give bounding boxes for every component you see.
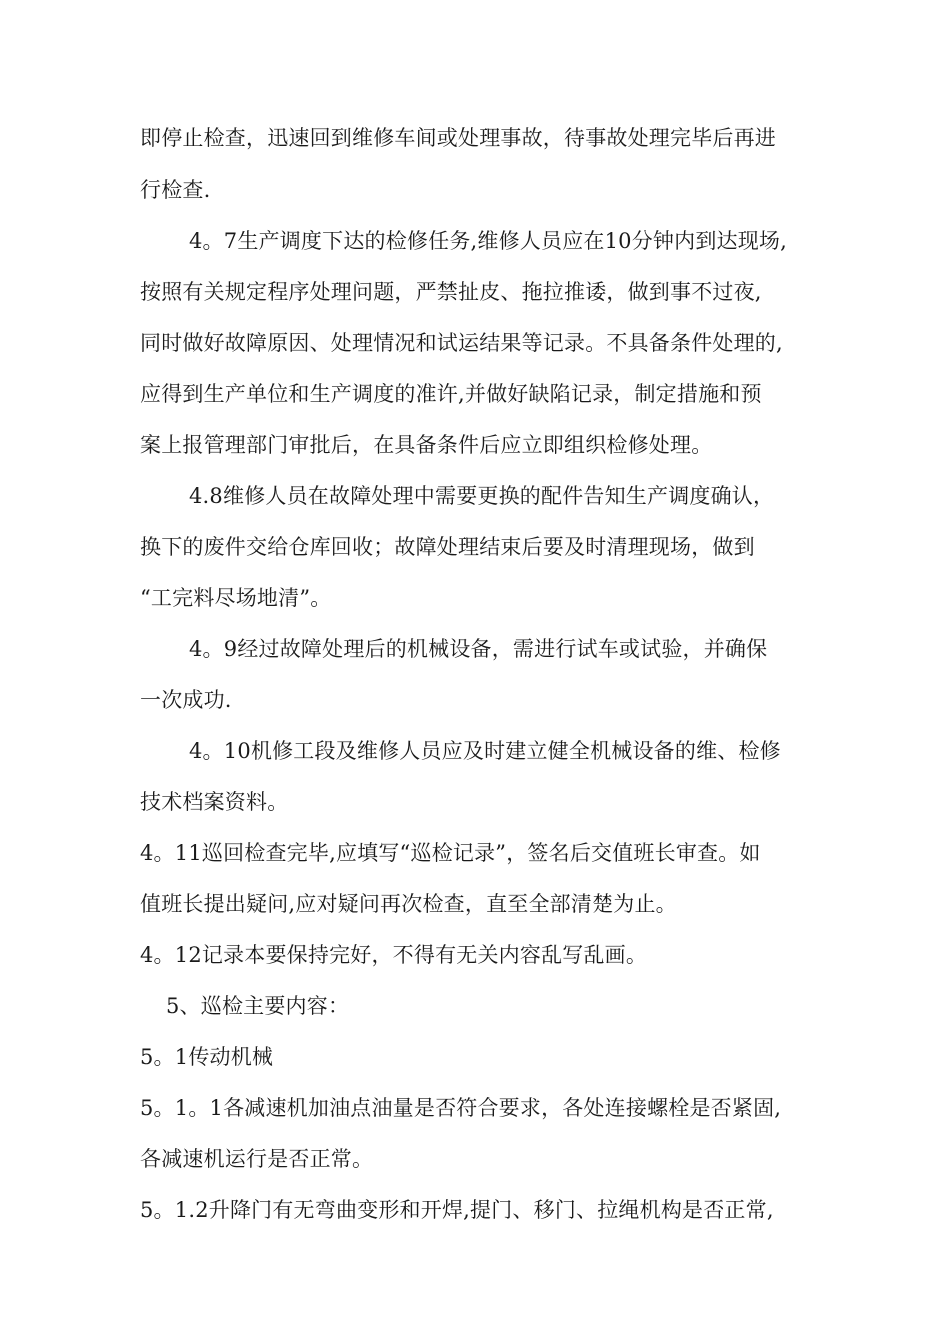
text-line-11: 4。9经过故障处理后的机械设备，需进行试车或试验，并确保	[189, 637, 768, 661]
text-line-3: 4。7生产调度下达的检修任务,维修人员应在10分钟内到达现场,	[189, 229, 787, 253]
text-line-19: 5。1传动机械	[140, 1045, 274, 1069]
text-line-20: 5。1。1各减速机加油点油量是否符合要求，各处连接螺栓是否紧固,	[140, 1096, 782, 1120]
text-line-21: 各减速机运行是否正常。	[140, 1147, 374, 1171]
text-line-18: 5、巡检主要内容：	[166, 994, 350, 1018]
text-line-9: 换下的废件交给仓库回收；故障处理结束后要及时清理现场，做到	[140, 535, 755, 559]
text-line-8: 4.8维修人员在故障处理中需要更换的配件告知生产调度确认，	[189, 484, 775, 508]
text-line-17: 4。12记录本要保持完好，不得有无关内容乱写乱画。	[140, 943, 648, 967]
text-line-16: 值班长提出疑问,应对疑问再次检查，直至全部清楚为止。	[140, 892, 677, 916]
text-line-4: 按照有关规定程序处理问题，严禁扯皮、拖拉推诿，做到事不过夜,	[140, 280, 762, 304]
text-line-2: 行检查.	[140, 178, 211, 202]
text-line-15: 4。11巡回检查完毕,应填写“巡检记录”，签名后交值班长审查。如	[140, 841, 761, 865]
text-line-5: 同时做好故障原因、处理情况和试运结果等记录。不具备条件处理的,	[140, 331, 783, 355]
text-line-10: “工完料尽场地清”。	[140, 586, 332, 610]
text-line-6: 应得到生产单位和生产调度的准许,并做好缺陷记录，制定措施和预	[140, 382, 762, 406]
text-line-22: 5。1.2升降门有无弯曲变形和开焊,提门、移门、拉绳机构是否正常,	[140, 1198, 774, 1222]
text-line-7: 案上报管理部门审批后，在具备条件后应立即组织检修处理。	[140, 433, 713, 457]
text-line-13: 4。10机修工段及维修人员应及时建立健全机械设备的维、检修	[189, 739, 781, 763]
text-line-1: 即停止检查，迅速回到维修车间或处理事故，待事故处理完毕后再进	[140, 126, 776, 150]
text-line-12: 一次成功.	[140, 688, 232, 712]
text-line-14: 技术档案资料。	[140, 790, 289, 814]
